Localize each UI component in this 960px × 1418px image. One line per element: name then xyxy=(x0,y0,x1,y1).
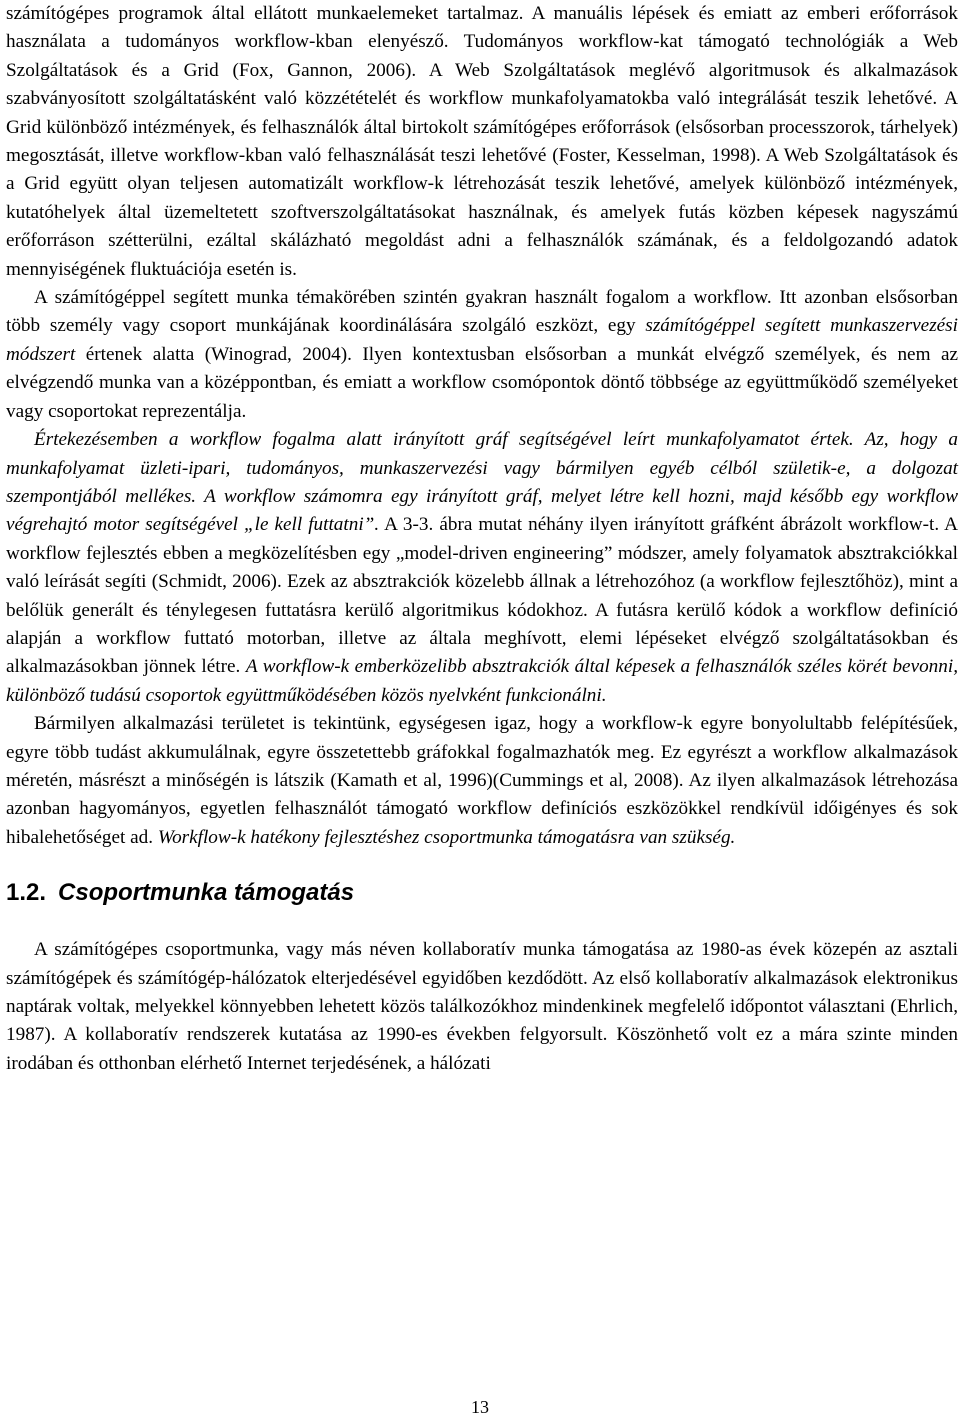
section-number: 1.2. xyxy=(6,879,47,907)
italic-text-run: A workflow-k emberközelibb absztrakciók által képesek a felhasználók széles körét bevonni, különböző tudású csoportok együttműködésében közös nyelvként funkcionálni. xyxy=(6,656,958,706)
text-run: számítógépes programok által ellátott munkaelemeket tartalmaz. A manuális lépések és emiatt az emberi erőforrások használata a tudományos workflow-kban elenyésző. Tudományos workflow-kat támogató technológiák a Web Szolgáltatások és a Grid (Fox, Gannon, 2006). A Web Szolgáltatások meglévő algoritmusok és alkalmazások szabványosított szolgáltatásként való közzétételét és workflow munkafolyamatokba való integrálását teszik lehetővé. A Grid különböző intézmények, és felhasználók által birtokolt számítógépes erőforrások (elsősorban processzorok, tárhelyek) megosztását, illetve workflow-kban való felhasználását teszi lehetővé (Foster, Kesselman, 1998). A Web Szolgáltatások és a Grid együtt olyan teljesen automatizált workflow-k létrehozását teszik lehetővé, amelyek különböző intézmények, kutatóhelyek által üzemeltetett szoftverszolgáltatásokat használnak, és amelyek futás közben képesek nagyszámú erőforráson szétterülni, ezáltal skálázható megoldást adni a felhasználók számának, és a feldolgozandó adatok mennyiségének fluktuációja esetén is. xyxy=(6,3,958,280)
text-run: A számítógépes csoportmunka, vagy más néven kollaboratív munka támogatása az 1980-as évek közepén az asztali számítógépek és számítógép-hálózatok elterjedésével egyidőben kezdődött. Az első kollaboratív alkalmazások elektronikus naptárak voltak, melyekkel könnyebben lehetett közös találkozókhoz mindenkinek megfelelő időpontot választani (Ehrlich, 1987). A kollaboratív rendszerek kutatása az 1990-es években felgyorsult. Köszönhető volt ez a mára szinte minden irodában és otthonban elérhető Internet terjedésének, a hálózati xyxy=(6,939,958,1074)
section-heading xyxy=(6,878,958,908)
text-run: értenek alatta (Winograd, 2004). Ilyen kontextusban elsősorban a munkát elvégző személyek, és nem az elvégzendő munka van a középpontban, és emiatt a workflow csomópontok döntő többsége az együttműködő személyeket vagy csoportokat reprezentálja. xyxy=(6,343,958,422)
italic-text-run: Workflow-k hatékony fejlesztéshez csoportmunka támogatásra van szükség. xyxy=(157,826,736,848)
paragraph-3 xyxy=(6,426,958,710)
paragraph-4 xyxy=(6,710,958,852)
section-title: Csoportmunka támogatás xyxy=(58,879,355,907)
paragraph-2 xyxy=(6,284,958,426)
italic-text-run: Értekezésemben a workflow fogalma alatt irányított gráf segítségével leírt munkafolyamatot értek. Az, hogy a munkafolyamat üzleti-ipari, tudományos, munkaszervezési vagy bármilyen egyéb célból születik-e, a dolgozat szempontjából mellékes. A workflow számomra egy irányított gráf, melyet létre kell hozni, majd később egy workflow végrehajtó motor segítségével „le kell futtatni”. xyxy=(6,429,958,536)
text-run: Bármilyen alkalmazási területet is tekintünk, egységesen igaz, hogy a workflow-k egyre bonyolultabb felépítésűek, egyre több tudást akkumulálnak, egyre összetettebb gráfokkal fogalmazhatók meg. Ez egyrészt a workflow alkalmazások méretén, másrészt a minőségén is látszik (Kamath et al, 1996)(Cummings et al, 2008). Az ilyen alkalmazások létrehozása azonban hagyományos, egyetlen felhasználót támogató workflow definíciós eszközökkel rendkívül időigényes és sok hibalehetőséget ad. xyxy=(6,713,958,848)
document-page xyxy=(6,0,958,1078)
italic-text-run: számítógéppel segített munkaszervezési módszert xyxy=(6,315,958,365)
text-run: A számítógéppel segített munka témakörében szintén gyakran használt fogalom a workflow. Itt azonban elsősorban több személy vagy csoport munkájának koordinálására szolgáló eszközt, egy xyxy=(6,287,958,337)
text-run: A 3-3. ábra mutat néhány ilyen irányított gráfként ábrázolt workflow-t. A workflow fejlesztés ebben a megközelítésben egy „model-driven engineering” módszer, amely folyamatok absztrakciókkal való leírását segíti (Schmidt, 2006). Ezek az absztrakciók közelebb állnak a létrehozóhoz (a workflow fejlesztőhöz), mint a belőlük generált és ténylegesen futtatásra kerülő algoritmikus kódokhoz. A futásra kerülő kódok a workflow definíció alapján a workflow futtató motorban, illetve az általa meghívott, elemi lépéseket elvégző szolgáltatásokban és alkalmazásokban jönnek létre. xyxy=(6,514,959,678)
paragraph-5 xyxy=(6,936,958,1078)
paragraph-1 xyxy=(6,0,958,284)
page-number: 13 xyxy=(471,1397,489,1417)
